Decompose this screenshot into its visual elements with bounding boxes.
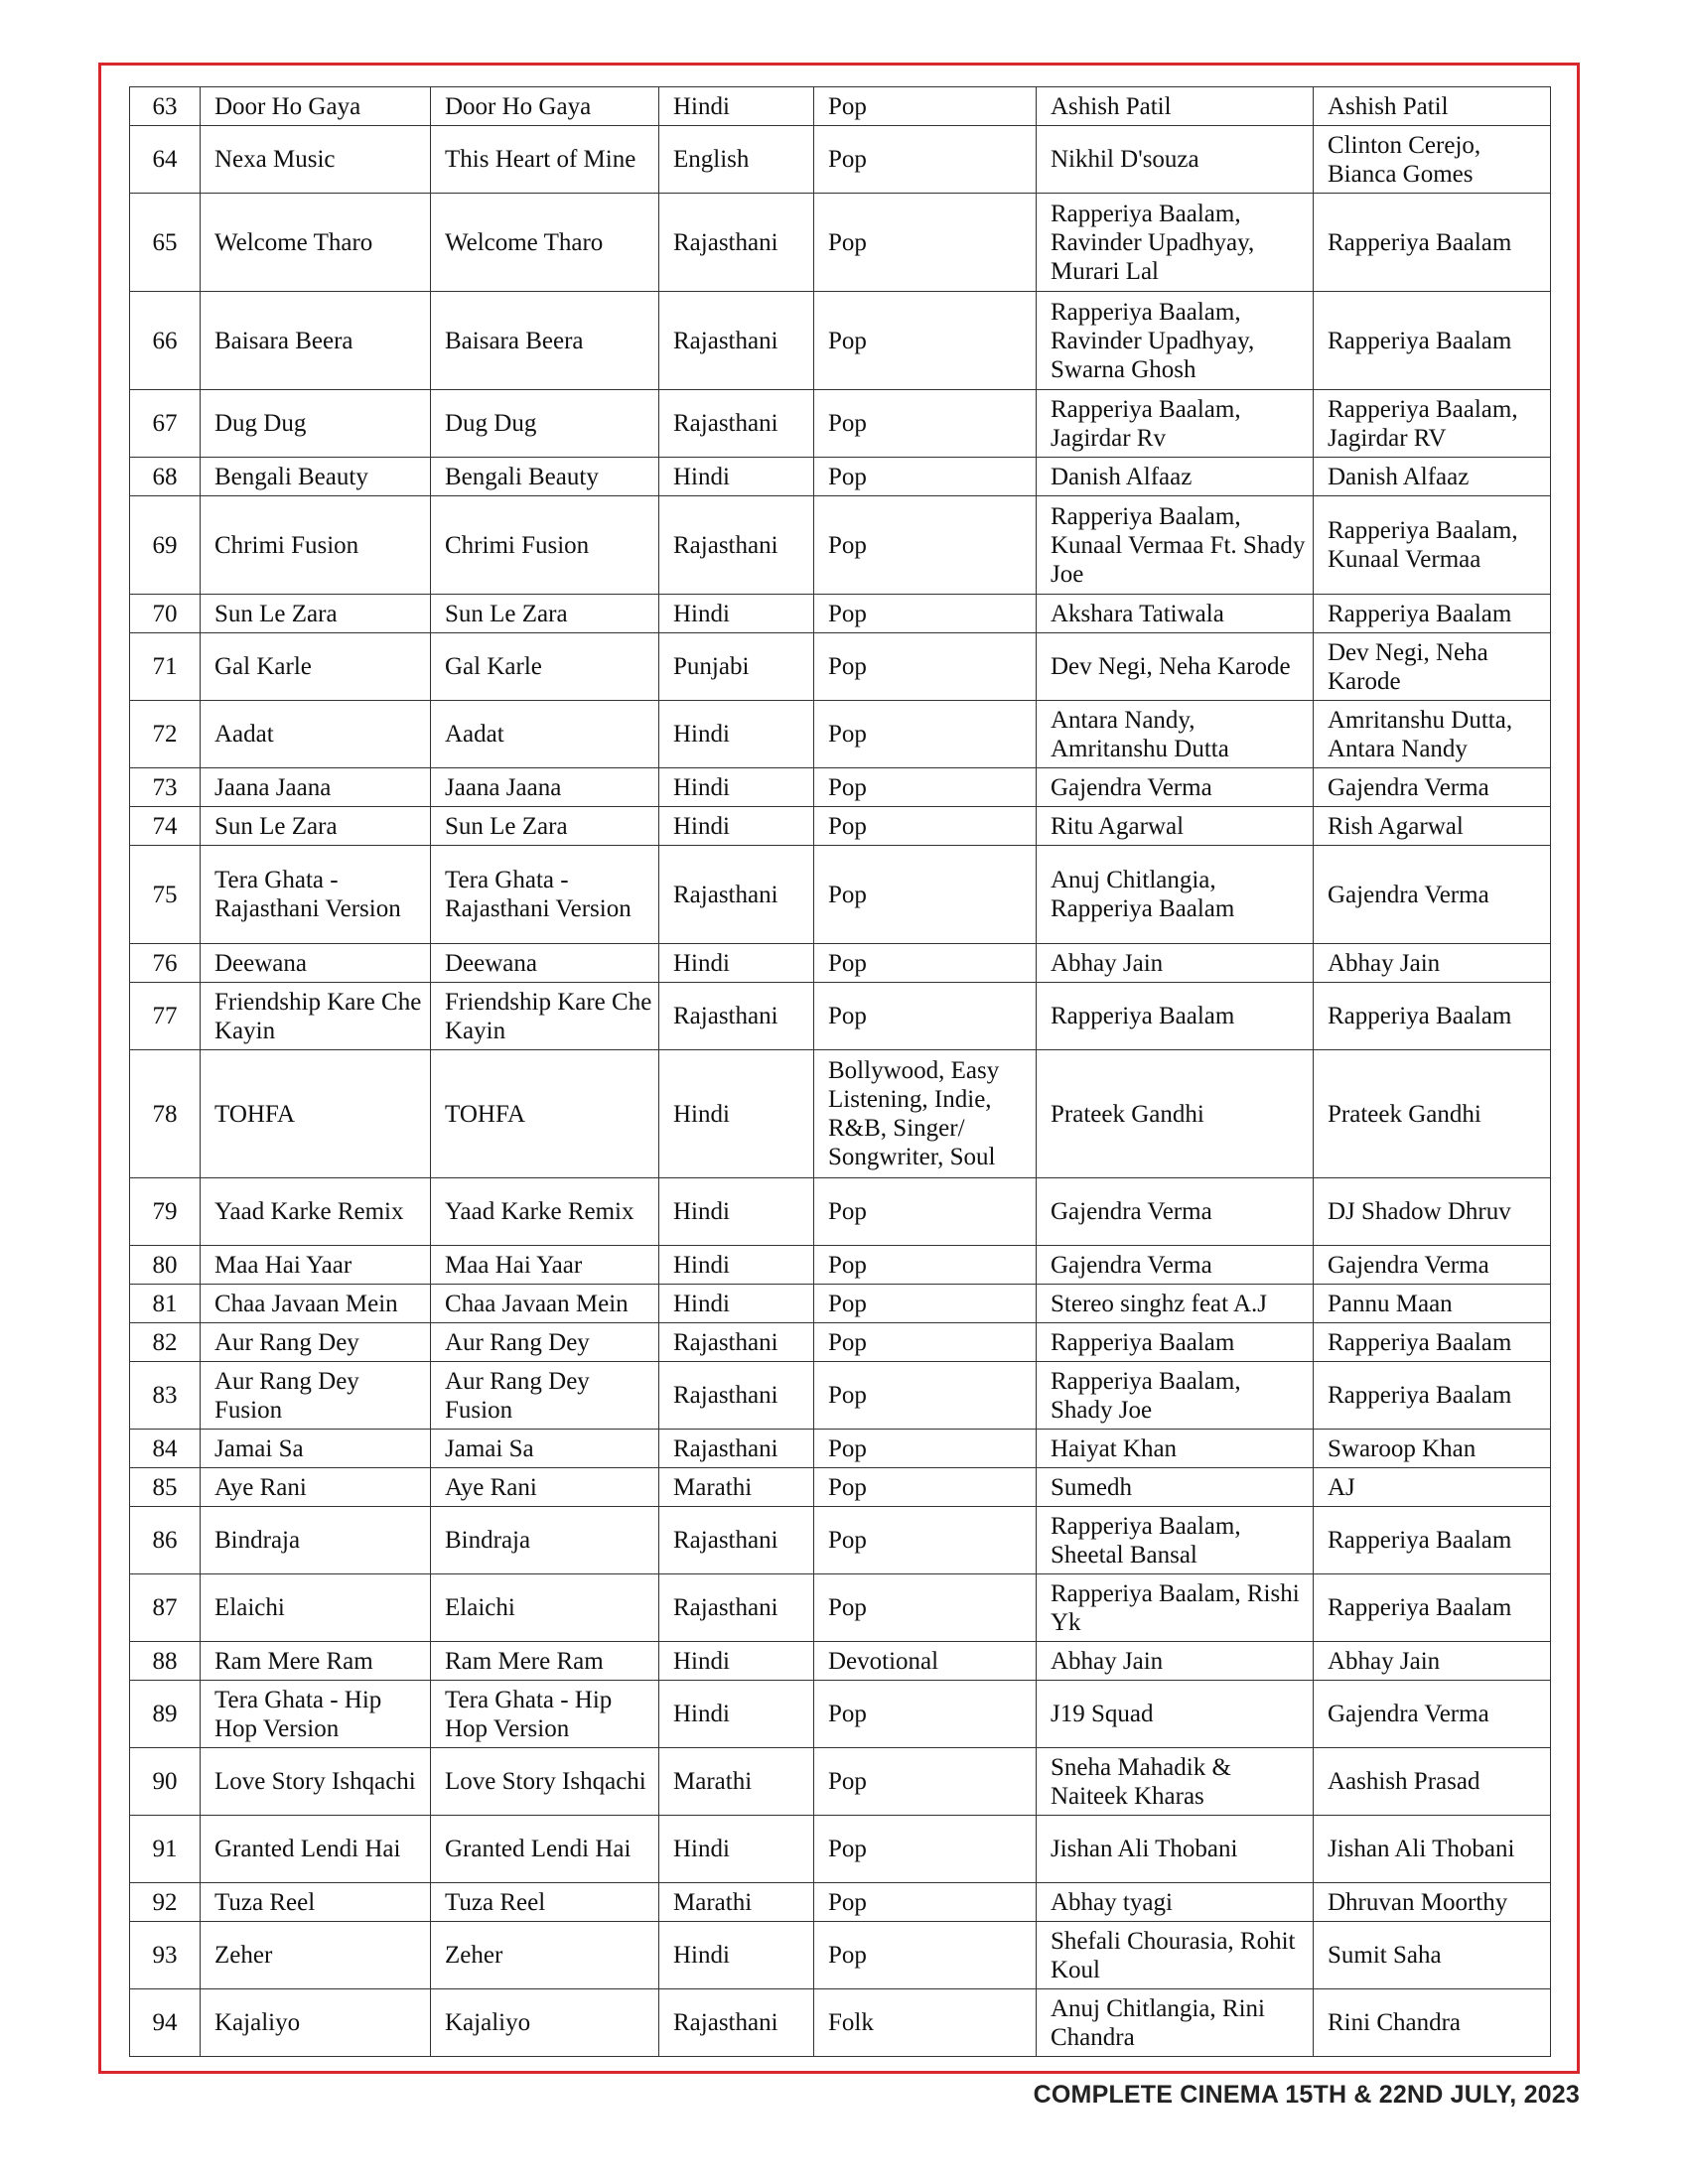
song-title-cell: Love Story Ishqachi bbox=[201, 1748, 431, 1816]
artists-cell: Stereo singhz feat A.J bbox=[1037, 1285, 1314, 1323]
table-row bbox=[130, 194, 1551, 292]
song-title-cell: Tera Ghata - Rajasthani Version bbox=[201, 846, 431, 944]
composer-cell: Rapperiya Baalam bbox=[1314, 595, 1551, 633]
composer-cell: Sumit Saha bbox=[1314, 1922, 1551, 1989]
artists-cell: Rapperiya Baalam bbox=[1037, 1323, 1314, 1362]
genre-cell: Pop bbox=[814, 1922, 1037, 1989]
table-row bbox=[130, 87, 1551, 126]
composer-cell: Rini Chandra bbox=[1314, 1989, 1551, 2057]
table-row bbox=[130, 1748, 1551, 1816]
language-cell: Punjabi bbox=[659, 633, 814, 701]
serial-number-cell: 93 bbox=[130, 1922, 201, 1989]
album-title-cell: Yaad Karke Remix bbox=[431, 1178, 659, 1246]
language-cell: Hindi bbox=[659, 458, 814, 496]
serial-number-cell: 77 bbox=[130, 983, 201, 1050]
genre-cell: Pop bbox=[814, 1883, 1037, 1922]
artists-cell: Sneha Mahadik & Naiteek Kharas bbox=[1037, 1748, 1314, 1816]
composer-cell: Swaroop Khan bbox=[1314, 1430, 1551, 1468]
artists-cell: Anuj Chitlangia, Rini Chandra bbox=[1037, 1989, 1314, 2057]
song-title-cell: Friendship Kare Che Kayin bbox=[201, 983, 431, 1050]
composer-cell: Ashish Patil bbox=[1314, 87, 1551, 126]
language-cell: Rajasthani bbox=[659, 1323, 814, 1362]
table-row bbox=[130, 768, 1551, 807]
song-title-cell: Deewana bbox=[201, 944, 431, 983]
language-cell: Rajasthani bbox=[659, 496, 814, 595]
artists-cell: Rapperiya Baalam, Sheetal Bansal bbox=[1037, 1507, 1314, 1574]
genre-cell: Pop bbox=[814, 1323, 1037, 1362]
song-title-cell: Jamai Sa bbox=[201, 1430, 431, 1468]
album-title-cell: Friendship Kare Che Kayin bbox=[431, 983, 659, 1050]
song-title-cell: Zeher bbox=[201, 1922, 431, 1989]
table-row bbox=[130, 1816, 1551, 1883]
artists-cell: Rapperiya Baalam, Jagirdar Rv bbox=[1037, 390, 1314, 458]
genre-cell: Pop bbox=[814, 292, 1037, 390]
serial-number-cell: 91 bbox=[130, 1816, 201, 1883]
table-row bbox=[130, 1246, 1551, 1285]
song-title-cell: Bengali Beauty bbox=[201, 458, 431, 496]
album-title-cell: Maa Hai Yaar bbox=[431, 1246, 659, 1285]
artists-cell: Gajendra Verma bbox=[1037, 768, 1314, 807]
table-row bbox=[130, 944, 1551, 983]
genre-cell: Pop bbox=[814, 496, 1037, 595]
genre-cell: Folk bbox=[814, 1989, 1037, 2057]
table-row bbox=[130, 595, 1551, 633]
genre-cell: Pop bbox=[814, 194, 1037, 292]
table-row bbox=[130, 1178, 1551, 1246]
artists-cell: Sumedh bbox=[1037, 1468, 1314, 1507]
composer-cell: Rapperiya Baalam bbox=[1314, 983, 1551, 1050]
table-row bbox=[130, 292, 1551, 390]
serial-number-cell: 80 bbox=[130, 1246, 201, 1285]
composer-cell: Danish Alfaaz bbox=[1314, 458, 1551, 496]
table-row bbox=[130, 1989, 1551, 2057]
table-row bbox=[130, 1681, 1551, 1748]
album-title-cell: This Heart of Mine bbox=[431, 126, 659, 194]
album-title-cell: Tuza Reel bbox=[431, 1883, 659, 1922]
artists-cell: Shefali Chourasia, Rohit Koul bbox=[1037, 1922, 1314, 1989]
artists-cell: Gajendra Verma bbox=[1037, 1246, 1314, 1285]
genre-cell: Pop bbox=[814, 1748, 1037, 1816]
language-cell: Hindi bbox=[659, 1642, 814, 1681]
album-title-cell: Chrimi Fusion bbox=[431, 496, 659, 595]
genre-cell: Pop bbox=[814, 87, 1037, 126]
song-title-cell: Aye Rani bbox=[201, 1468, 431, 1507]
serial-number-cell: 76 bbox=[130, 944, 201, 983]
language-cell: Hindi bbox=[659, 807, 814, 846]
genre-cell: Pop bbox=[814, 944, 1037, 983]
language-cell: Hindi bbox=[659, 595, 814, 633]
album-title-cell: Baisara Beera bbox=[431, 292, 659, 390]
album-title-cell: Sun Le Zara bbox=[431, 807, 659, 846]
table-row bbox=[130, 1922, 1551, 1989]
composer-cell: Gajendra Verma bbox=[1314, 1246, 1551, 1285]
artists-cell: Abhay Jain bbox=[1037, 944, 1314, 983]
table-row bbox=[130, 1323, 1551, 1362]
song-title-cell: Welcome Tharo bbox=[201, 194, 431, 292]
song-title-cell: Nexa Music bbox=[201, 126, 431, 194]
artists-cell: Dev Negi, Neha Karode bbox=[1037, 633, 1314, 701]
album-title-cell: Kajaliyo bbox=[431, 1989, 659, 2057]
serial-number-cell: 73 bbox=[130, 768, 201, 807]
composer-cell: Abhay Jain bbox=[1314, 1642, 1551, 1681]
language-cell: Marathi bbox=[659, 1468, 814, 1507]
serial-number-cell: 65 bbox=[130, 194, 201, 292]
language-cell: Rajasthani bbox=[659, 1989, 814, 2057]
album-title-cell: Elaichi bbox=[431, 1574, 659, 1642]
album-title-cell: Aye Rani bbox=[431, 1468, 659, 1507]
song-title-cell: Dug Dug bbox=[201, 390, 431, 458]
genre-cell: Pop bbox=[814, 458, 1037, 496]
composer-cell: Dhruvan Moorthy bbox=[1314, 1883, 1551, 1922]
song-title-cell: Maa Hai Yaar bbox=[201, 1246, 431, 1285]
genre-cell: Devotional bbox=[814, 1642, 1037, 1681]
table-row bbox=[130, 1468, 1551, 1507]
album-title-cell: Dug Dug bbox=[431, 390, 659, 458]
language-cell: Rajasthani bbox=[659, 1362, 814, 1430]
table-row bbox=[130, 1430, 1551, 1468]
album-title-cell: Jaana Jaana bbox=[431, 768, 659, 807]
artists-cell: Nikhil D'souza bbox=[1037, 126, 1314, 194]
genre-cell: Pop bbox=[814, 1574, 1037, 1642]
composer-cell: Rish Agarwal bbox=[1314, 807, 1551, 846]
genre-cell: Pop bbox=[814, 390, 1037, 458]
artists-cell: Anuj Chitlangia, Rapperiya Baalam bbox=[1037, 846, 1314, 944]
table-row bbox=[130, 1574, 1551, 1642]
song-title-cell: Jaana Jaana bbox=[201, 768, 431, 807]
artists-cell: Abhay Jain bbox=[1037, 1642, 1314, 1681]
genre-cell: Pop bbox=[814, 1285, 1037, 1323]
genre-cell: Pop bbox=[814, 1507, 1037, 1574]
genre-cell: Pop bbox=[814, 1246, 1037, 1285]
composer-cell: Prateek Gandhi bbox=[1314, 1050, 1551, 1178]
table-row bbox=[130, 1507, 1551, 1574]
song-title-cell: Kajaliyo bbox=[201, 1989, 431, 2057]
genre-cell: Pop bbox=[814, 1178, 1037, 1246]
language-cell: Marathi bbox=[659, 1748, 814, 1816]
genre-cell: Pop bbox=[814, 1816, 1037, 1883]
song-title-cell: Door Ho Gaya bbox=[201, 87, 431, 126]
serial-number-cell: 85 bbox=[130, 1468, 201, 1507]
album-title-cell: Bengali Beauty bbox=[431, 458, 659, 496]
language-cell: Hindi bbox=[659, 87, 814, 126]
serial-number-cell: 86 bbox=[130, 1507, 201, 1574]
song-title-cell: Sun Le Zara bbox=[201, 595, 431, 633]
serial-number-cell: 84 bbox=[130, 1430, 201, 1468]
serial-number-cell: 70 bbox=[130, 595, 201, 633]
song-title-cell: Granted Lendi Hai bbox=[201, 1816, 431, 1883]
language-cell: Hindi bbox=[659, 701, 814, 768]
album-title-cell: Welcome Tharo bbox=[431, 194, 659, 292]
table-row bbox=[130, 1883, 1551, 1922]
table-row bbox=[130, 1050, 1551, 1178]
serial-number-cell: 64 bbox=[130, 126, 201, 194]
album-title-cell: Gal Karle bbox=[431, 633, 659, 701]
song-title-cell: Chrimi Fusion bbox=[201, 496, 431, 595]
genre-cell: Pop bbox=[814, 126, 1037, 194]
song-title-cell: Gal Karle bbox=[201, 633, 431, 701]
album-title-cell: Love Story Ishqachi bbox=[431, 1748, 659, 1816]
footer-text: COMPLETE CINEMA 15TH & 22ND JULY, 2023 bbox=[1033, 2081, 1580, 2109]
serial-number-cell: 89 bbox=[130, 1681, 201, 1748]
table-row bbox=[130, 496, 1551, 595]
composer-cell: Rapperiya Baalam bbox=[1314, 292, 1551, 390]
table-row bbox=[130, 458, 1551, 496]
language-cell: Rajasthani bbox=[659, 1507, 814, 1574]
artists-cell: Rapperiya Baalam bbox=[1037, 983, 1314, 1050]
genre-cell: Pop bbox=[814, 1430, 1037, 1468]
album-title-cell: Deewana bbox=[431, 944, 659, 983]
artists-cell: Akshara Tatiwala bbox=[1037, 595, 1314, 633]
song-title-cell: Aur Rang Dey Fusion bbox=[201, 1362, 431, 1430]
artists-cell: Haiyat Khan bbox=[1037, 1430, 1314, 1468]
album-title-cell: Aadat bbox=[431, 701, 659, 768]
genre-cell: Pop bbox=[814, 701, 1037, 768]
album-title-cell: TOHFA bbox=[431, 1050, 659, 1178]
composer-cell: DJ Shadow Dhruv bbox=[1314, 1178, 1551, 1246]
language-cell: Rajasthani bbox=[659, 983, 814, 1050]
language-cell: Rajasthani bbox=[659, 1574, 814, 1642]
serial-number-cell: 87 bbox=[130, 1574, 201, 1642]
genre-cell: Pop bbox=[814, 1681, 1037, 1748]
composer-cell: Pannu Maan bbox=[1314, 1285, 1551, 1323]
table-row bbox=[130, 1642, 1551, 1681]
genre-cell: Pop bbox=[814, 633, 1037, 701]
album-title-cell: Zeher bbox=[431, 1922, 659, 1989]
composer-cell: Abhay Jain bbox=[1314, 944, 1551, 983]
album-title-cell: Jamai Sa bbox=[431, 1430, 659, 1468]
song-title-cell: Aur Rang Dey bbox=[201, 1323, 431, 1362]
album-title-cell: Bindraja bbox=[431, 1507, 659, 1574]
table-row bbox=[130, 701, 1551, 768]
language-cell: English bbox=[659, 126, 814, 194]
song-title-cell: Chaa Javaan Mein bbox=[201, 1285, 431, 1323]
album-title-cell: Granted Lendi Hai bbox=[431, 1816, 659, 1883]
album-title-cell: Aur Rang Dey bbox=[431, 1323, 659, 1362]
language-cell: Hindi bbox=[659, 1050, 814, 1178]
artists-cell: Ritu Agarwal bbox=[1037, 807, 1314, 846]
artists-cell: Prateek Gandhi bbox=[1037, 1050, 1314, 1178]
album-title-cell: Tera Ghata - Rajasthani Version bbox=[431, 846, 659, 944]
serial-number-cell: 92 bbox=[130, 1883, 201, 1922]
serial-number-cell: 78 bbox=[130, 1050, 201, 1178]
song-title-cell: Tuza Reel bbox=[201, 1883, 431, 1922]
language-cell: Hindi bbox=[659, 944, 814, 983]
composer-cell: Clinton Cerejo, Bianca Gomes bbox=[1314, 126, 1551, 194]
language-cell: Rajasthani bbox=[659, 194, 814, 292]
artists-cell: Gajendra Verma bbox=[1037, 1178, 1314, 1246]
serial-number-cell: 66 bbox=[130, 292, 201, 390]
artists-cell: Rapperiya Baalam, Ravinder Upadhyay, Swarna Ghosh bbox=[1037, 292, 1314, 390]
genre-cell: Pop bbox=[814, 768, 1037, 807]
serial-number-cell: 75 bbox=[130, 846, 201, 944]
song-title-cell: Sun Le Zara bbox=[201, 807, 431, 846]
composer-cell: Aashish Prasad bbox=[1314, 1748, 1551, 1816]
album-title-cell: Aur Rang Dey Fusion bbox=[431, 1362, 659, 1430]
song-title-cell: Elaichi bbox=[201, 1574, 431, 1642]
language-cell: Rajasthani bbox=[659, 292, 814, 390]
artists-cell: Danish Alfaaz bbox=[1037, 458, 1314, 496]
serial-number-cell: 69 bbox=[130, 496, 201, 595]
table-row bbox=[130, 983, 1551, 1050]
composer-cell: Gajendra Verma bbox=[1314, 768, 1551, 807]
genre-cell: Pop bbox=[814, 1362, 1037, 1430]
language-cell: Hindi bbox=[659, 1178, 814, 1246]
composer-cell: Gajendra Verma bbox=[1314, 846, 1551, 944]
composer-cell: Gajendra Verma bbox=[1314, 1681, 1551, 1748]
language-cell: Hindi bbox=[659, 1681, 814, 1748]
serial-number-cell: 79 bbox=[130, 1178, 201, 1246]
song-table bbox=[129, 86, 1551, 2057]
language-cell: Rajasthani bbox=[659, 390, 814, 458]
serial-number-cell: 67 bbox=[130, 390, 201, 458]
artists-cell: Rapperiya Baalam, Rishi Yk bbox=[1037, 1574, 1314, 1642]
song-title-cell: Bindraja bbox=[201, 1507, 431, 1574]
genre-cell: Pop bbox=[814, 595, 1037, 633]
table-row bbox=[130, 846, 1551, 944]
album-title-cell: Sun Le Zara bbox=[431, 595, 659, 633]
album-title-cell: Tera Ghata - Hip Hop Version bbox=[431, 1681, 659, 1748]
genre-cell: Pop bbox=[814, 807, 1037, 846]
song-title-cell: Yaad Karke Remix bbox=[201, 1178, 431, 1246]
serial-number-cell: 71 bbox=[130, 633, 201, 701]
serial-number-cell: 74 bbox=[130, 807, 201, 846]
serial-number-cell: 68 bbox=[130, 458, 201, 496]
artists-cell: Rapperiya Baalam, Shady Joe bbox=[1037, 1362, 1314, 1430]
language-cell: Hindi bbox=[659, 1285, 814, 1323]
song-title-cell: Aadat bbox=[201, 701, 431, 768]
artists-cell: Rapperiya Baalam, Ravinder Upadhyay, Murari Lal bbox=[1037, 194, 1314, 292]
genre-cell: Bollywood, Easy Listening, Indie, R&B, Singer/ Songwriter, Soul bbox=[814, 1050, 1037, 1178]
serial-number-cell: 72 bbox=[130, 701, 201, 768]
song-title-cell: Tera Ghata - Hip Hop Version bbox=[201, 1681, 431, 1748]
table-row bbox=[130, 807, 1551, 846]
genre-cell: Pop bbox=[814, 1468, 1037, 1507]
table-row bbox=[130, 633, 1551, 701]
composer-cell: Rapperiya Baalam, Jagirdar RV bbox=[1314, 390, 1551, 458]
serial-number-cell: 88 bbox=[130, 1642, 201, 1681]
language-cell: Rajasthani bbox=[659, 1430, 814, 1468]
language-cell: Marathi bbox=[659, 1883, 814, 1922]
artists-cell: Rapperiya Baalam, Kunaal Vermaa Ft. Shady Joe bbox=[1037, 496, 1314, 595]
song-title-cell: Baisara Beera bbox=[201, 292, 431, 390]
composer-cell: Rapperiya Baalam bbox=[1314, 1362, 1551, 1430]
table-row bbox=[130, 126, 1551, 194]
serial-number-cell: 94 bbox=[130, 1989, 201, 2057]
composer-cell: Rapperiya Baalam, Kunaal Vermaa bbox=[1314, 496, 1551, 595]
serial-number-cell: 63 bbox=[130, 87, 201, 126]
language-cell: Hindi bbox=[659, 1816, 814, 1883]
song-title-cell: TOHFA bbox=[201, 1050, 431, 1178]
composer-cell: Rapperiya Baalam bbox=[1314, 1507, 1551, 1574]
genre-cell: Pop bbox=[814, 846, 1037, 944]
artists-cell: Abhay tyagi bbox=[1037, 1883, 1314, 1922]
song-table-body bbox=[130, 87, 1551, 2057]
song-title-cell: Ram Mere Ram bbox=[201, 1642, 431, 1681]
language-cell: Hindi bbox=[659, 1246, 814, 1285]
serial-number-cell: 90 bbox=[130, 1748, 201, 1816]
artists-cell: Antara Nandy, Amritanshu Dutta bbox=[1037, 701, 1314, 768]
table-row bbox=[130, 390, 1551, 458]
table-row bbox=[130, 1362, 1551, 1430]
table-row bbox=[130, 1285, 1551, 1323]
composer-cell: Jishan Ali Thobani bbox=[1314, 1816, 1551, 1883]
album-title-cell: Door Ho Gaya bbox=[431, 87, 659, 126]
album-title-cell: Chaa Javaan Mein bbox=[431, 1285, 659, 1323]
serial-number-cell: 82 bbox=[130, 1323, 201, 1362]
album-title-cell: Ram Mere Ram bbox=[431, 1642, 659, 1681]
language-cell: Hindi bbox=[659, 1922, 814, 1989]
composer-cell: AJ bbox=[1314, 1468, 1551, 1507]
artists-cell: J19 Squad bbox=[1037, 1681, 1314, 1748]
artists-cell: Jishan Ali Thobani bbox=[1037, 1816, 1314, 1883]
composer-cell: Rapperiya Baalam bbox=[1314, 194, 1551, 292]
artists-cell: Ashish Patil bbox=[1037, 87, 1314, 126]
composer-cell: Dev Negi, Neha Karode bbox=[1314, 633, 1551, 701]
genre-cell: Pop bbox=[814, 983, 1037, 1050]
composer-cell: Rapperiya Baalam bbox=[1314, 1323, 1551, 1362]
language-cell: Hindi bbox=[659, 768, 814, 807]
language-cell: Rajasthani bbox=[659, 846, 814, 944]
serial-number-cell: 81 bbox=[130, 1285, 201, 1323]
composer-cell: Amritanshu Dutta, Antara Nandy bbox=[1314, 701, 1551, 768]
serial-number-cell: 83 bbox=[130, 1362, 201, 1430]
composer-cell: Rapperiya Baalam bbox=[1314, 1574, 1551, 1642]
